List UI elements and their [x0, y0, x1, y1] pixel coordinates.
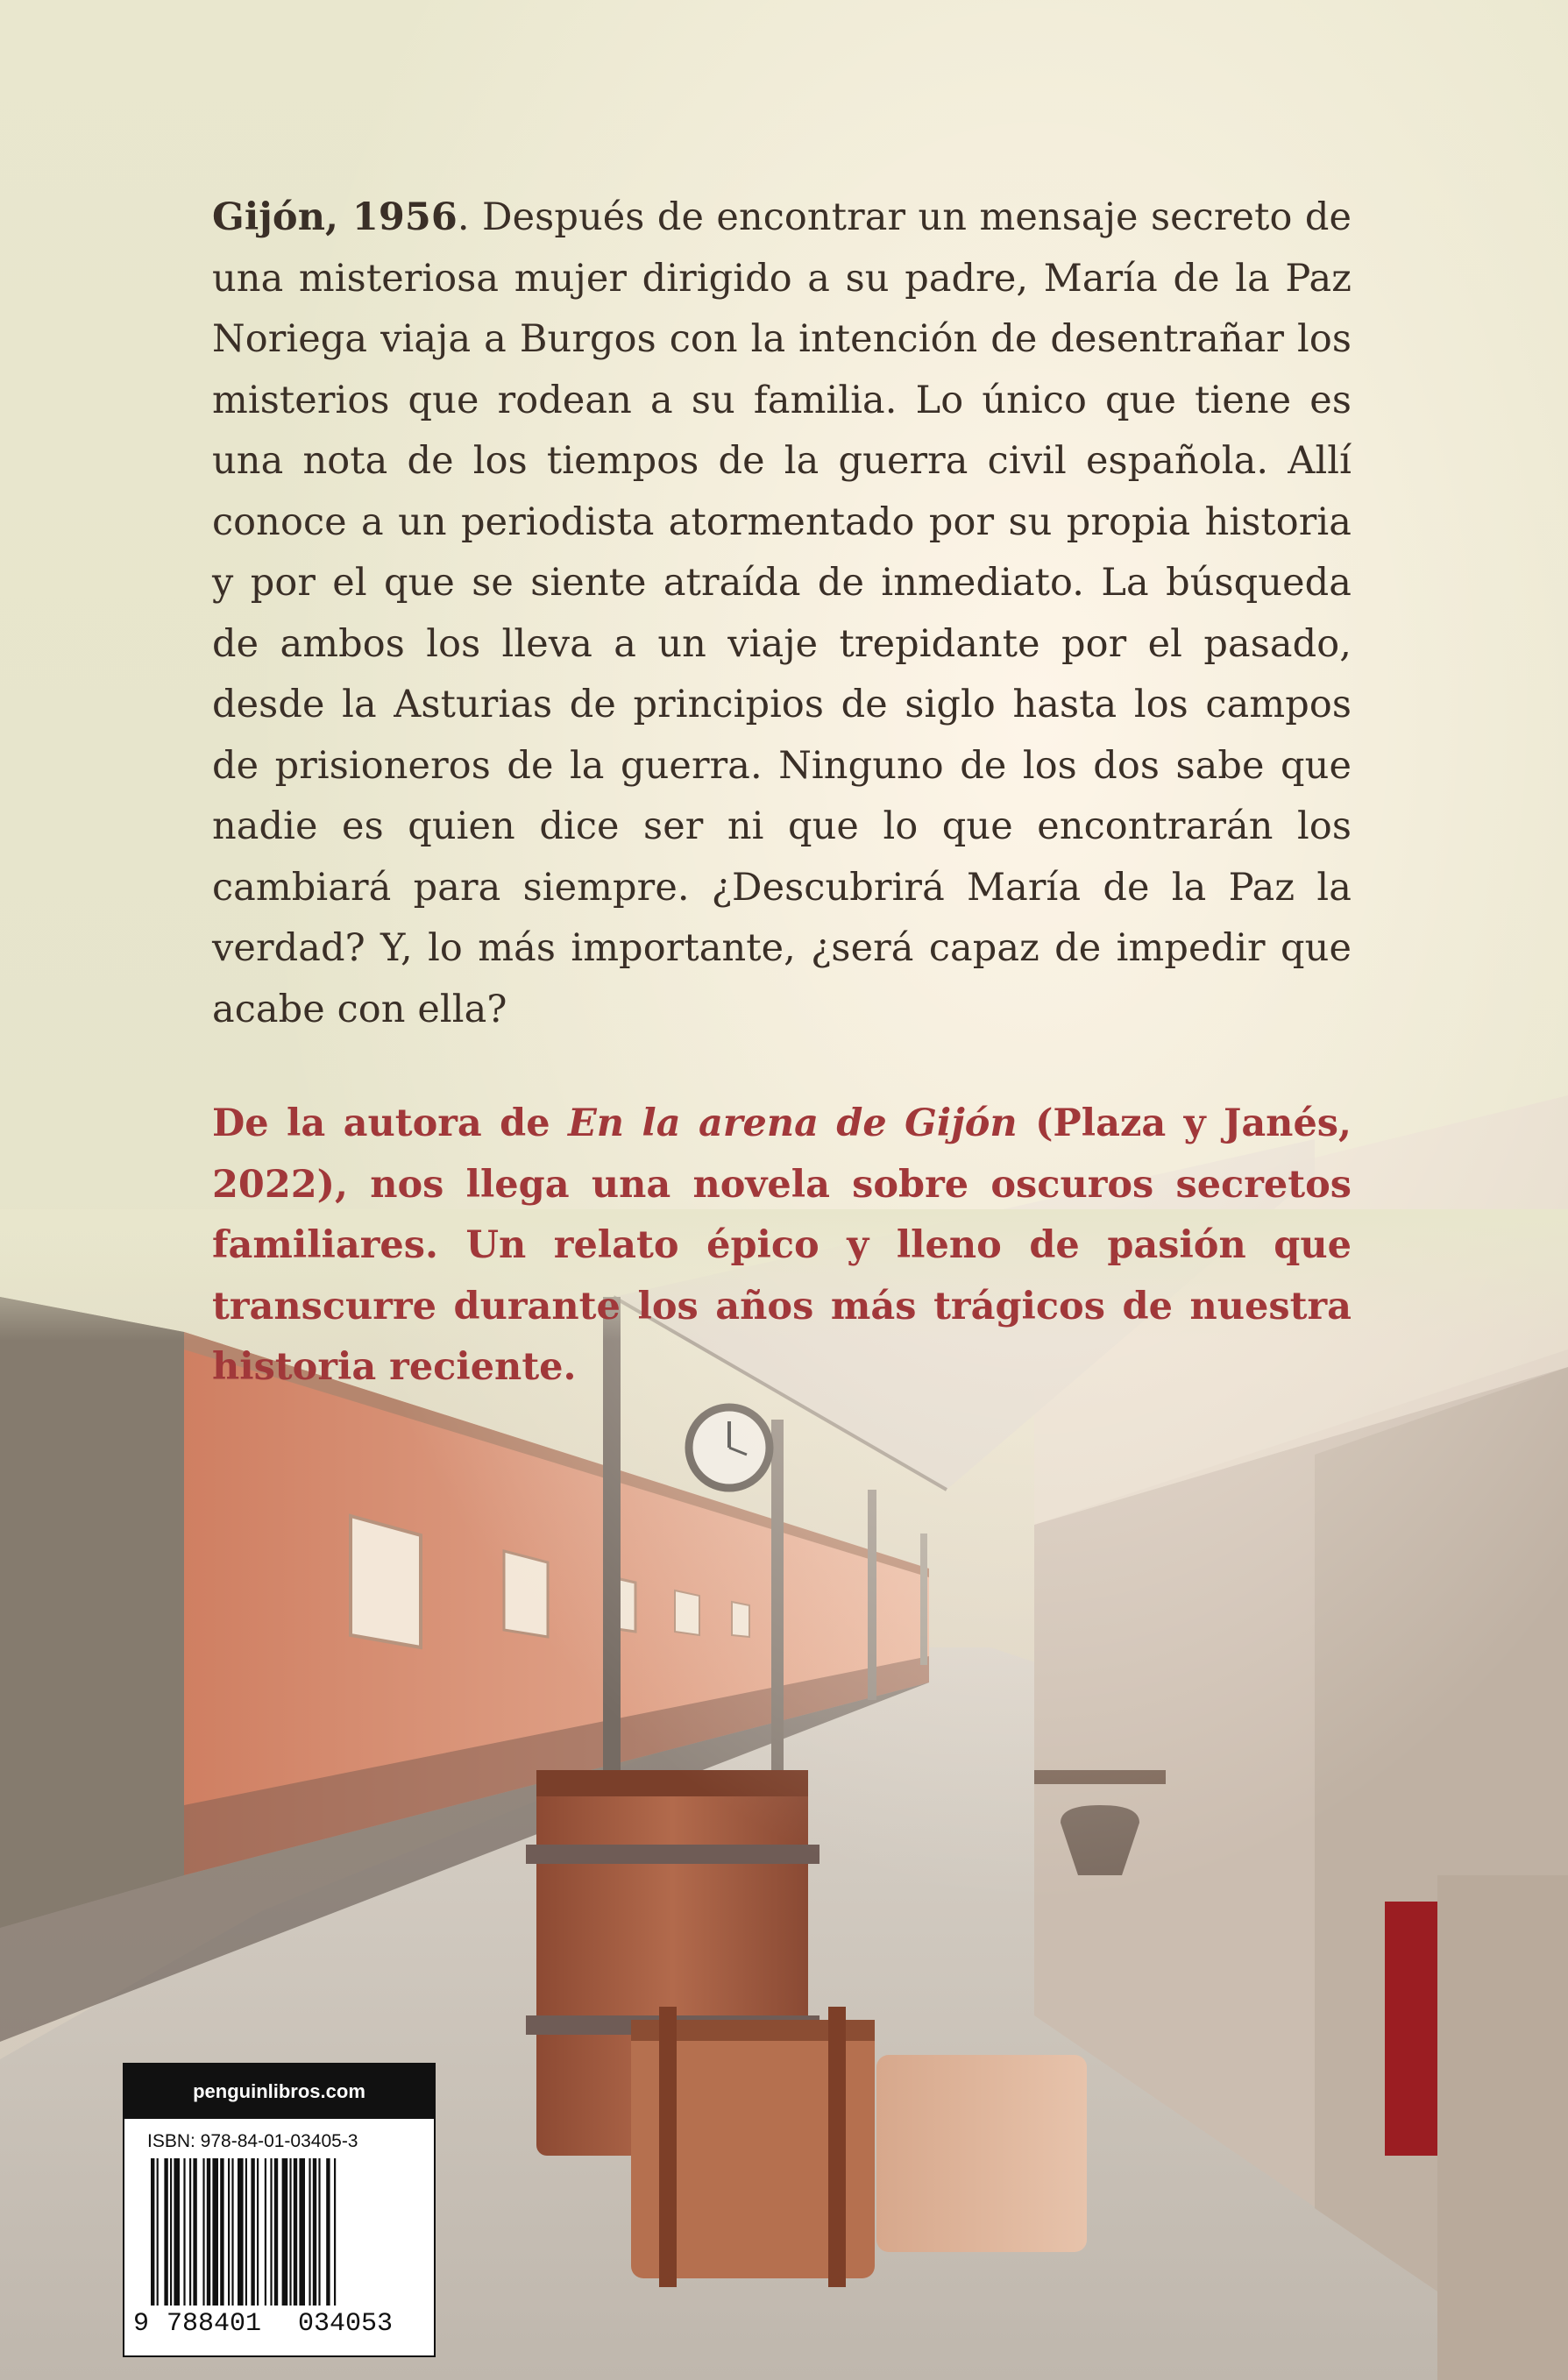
barcode-bar [274, 2158, 278, 2306]
barcode-bar [157, 2158, 159, 2306]
tagline-after: (Plaza y Janés, 2022), nos llega una novela sobre oscuros secretos familiares. Un relato épico y lleno de pasión que transcurre durante los años más trágicos de nuestra historia reciente. [212, 1101, 1352, 1389]
barcode-bar [265, 2158, 266, 2306]
barcode-bar [334, 2158, 336, 2306]
tagline-book-title: En la arena de Gijón [567, 1101, 1018, 1145]
barcode-bar [170, 2158, 172, 2306]
barcode-bar [318, 2158, 320, 2306]
isbn-digits [124, 2309, 437, 2344]
barcode-bar [245, 2158, 247, 2306]
isbn-digit-first: 9 [133, 2309, 150, 2339]
synopsis-body: . Después de encontrar un mensaje secreto de una misteriosa mujer dirigido a su padre, María de la Paz Noriega viaja a Burgos con la intención de desentrañar los misterios que rodean a su familia. Lo único que tiene es una nota de los tiempos de la guerra civil española. Allí conoce a un periodista atormentado por su propia historia y por el que se siente atraída de inmediato. La búsqueda de ambos los lleva a un viaje trepidante por el pasado, desde la Asturias de principios de siglo hasta los campos de prisioneros de la guerra. Ninguno de los dos sabe que nadie es quien dice ser ni que lo que encontrarán los cambiará para siempre. ¿Descubrirá María de la Paz la verdad? Y, lo más importante, ¿será capaz de impedir que acabe con ella? [212, 195, 1352, 1031]
isbn-label: ISBN: 978-84-01-03405-3 [147, 2131, 358, 2151]
barcode-bar [228, 2158, 230, 2306]
barcode-bar [193, 2158, 196, 2306]
barcode-bar [238, 2158, 244, 2306]
barcode-bar [220, 2158, 223, 2306]
tagline [212, 1094, 1352, 1399]
barcode-bar [257, 2158, 259, 2306]
barcode-bar [270, 2158, 272, 2306]
barcode-bar [174, 2158, 180, 2306]
barcode-bar [251, 2158, 254, 2306]
barcode-bar [299, 2158, 305, 2306]
barcode-bar [207, 2158, 210, 2306]
barcode-bar [189, 2158, 191, 2306]
text-block [212, 188, 1352, 1399]
barcode-bar [289, 2158, 291, 2306]
barcode-bar [294, 2158, 297, 2306]
synopsis [212, 188, 1352, 1040]
barcode-bar [309, 2158, 310, 2306]
barcode-bar [231, 2158, 233, 2306]
barcode-bar [326, 2158, 330, 2306]
tagline-before: De la autora de [212, 1101, 568, 1145]
isbn-digit-group1: 788401 [167, 2309, 262, 2339]
barcode-bar [313, 2158, 316, 2306]
synopsis-lead: Gijón, 1956 [212, 195, 458, 239]
barcode [144, 2158, 415, 2306]
publisher-website: penguinlibros.com [124, 2065, 434, 2119]
barcode-bar [202, 2158, 204, 2306]
barcode-bar [212, 2158, 218, 2306]
barcode-bar [164, 2158, 167, 2306]
isbn-digit-group2: 034053 [298, 2309, 394, 2339]
barcode-bar [151, 2158, 154, 2306]
barcode-bar [183, 2158, 185, 2306]
barcode-bar [282, 2158, 288, 2306]
isbn-box [123, 2063, 436, 2357]
